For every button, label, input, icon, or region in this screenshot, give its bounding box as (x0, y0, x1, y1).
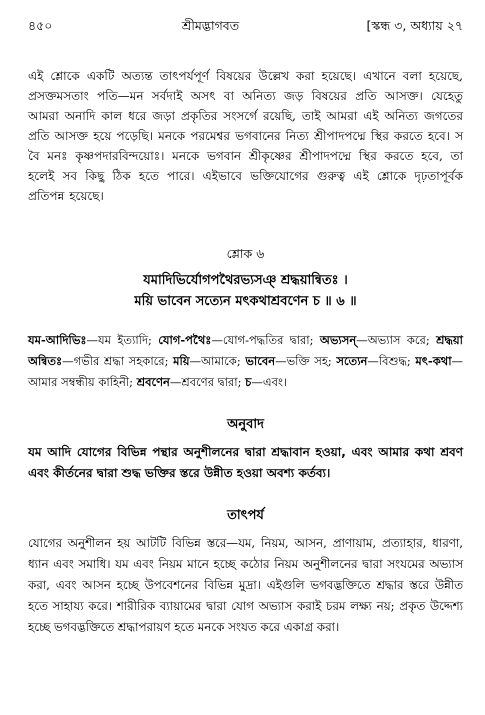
purport-heading: তাৎপর্য (227, 508, 264, 523)
synonym-meaning: যম ইত্যাদি; (98, 333, 152, 347)
purport-paragraph: যোগের অনুশীলন হয় আটটি বিভিন্ন স্তরে—যম, নিয়ম, আসন, প্রাণায়াম, প্রত্যাহার, ধারণা, ধ্যান এবং সমাধি। যম এবং নিয়ম মানে হচ্ছে কঠোর নিয়ম অনুশীলনের দ্বারা সংযমের অভ্যাস করা, এবং আসন হচ্ছে উপবেশনের বিভিন্ন মুদ্রা। এইগুলি ভগবদ্ভক্তিতে শ্রদ্ধার স্তরে উন্নীত হতে সাহায্য করে। শারীরিক ব্যায়ামের দ্বারা যোগ অভ্যাস করাই চরম লক্ষ্য নয়; প্রকৃত উদ্দেশ্য হচ্ছে ভগবদ্ভক্তিতে শ্রদ্ধাপরায়ণ হতে মনকে সংযত করে একাগ্র করা। (28, 536, 463, 634)
translation-text: যম আদি যোগের বিভিন্ন পন্থার অনুশীলনের দ্বারা শ্রদ্ধাবান হওয়া, এবং আমার কথা শ্রবণ এবং কীর্তনের দ্বারা শুদ্ধ ভক্তির স্তরে উন্নীত হওয়া অবশ্য কর্তব্য। (28, 445, 463, 480)
word-meanings: যম-আদিভিঃ—যম ইত্যাদি; যোগ-পথৈঃ—যোগ-পদ্ধতির দ্বারা; অভ্যসন্—অভ্যাস করে; শ্রদ্ধয়া অন্বিতঃ—গভীর শ্রদ্ধা সহকারে; ময়ি—আমাকে; ভাবেন—ভক্তি সহ; সত্যেন—বিশুদ্ধ; মৎ-কথা—আমার সম্বন্ধীয় কাহিনী; শ্রবণেন—শ্রবণের দ্বারা; চ—এবং। (28, 333, 464, 389)
synonym-meaning: ভক্তি সহ; (286, 354, 332, 368)
synonym-word: যম-আদিভিঃ (28, 333, 87, 347)
synonym-meaning: আমার সম্বন্ধীয় কাহিনী; (28, 375, 134, 389)
book-title: শ্রীমদ্ভাগবত (181, 18, 240, 33)
synonym-meaning: যোগ-পদ্ধতির দ্বারা; (222, 333, 314, 347)
synonym-word: মৎ-কথা (415, 354, 452, 368)
synonym-meaning: আমাকে; (201, 354, 241, 368)
synonym-word: অভ্যসন্ (319, 333, 357, 347)
synonym-word: শ্রদ্ধয়া অন্বিতঃ (28, 333, 463, 368)
synonym-meaning: শ্রবণের দ্বারা; (181, 375, 242, 389)
synonym-word: চ (245, 375, 252, 389)
synonym-meaning: এবং। (262, 375, 288, 389)
synonym-word: ভাবেন (245, 354, 276, 368)
synonym-meaning: অভ্যাস করে; (367, 333, 430, 347)
synonym-meaning: গভীর শ্রদ্ধা সহকারে; (73, 354, 169, 368)
verse-line-2: ময়ি ভাবেন সত্যেন মৎকথাশ্রবণেন চ ॥ ৬ ॥ (134, 294, 357, 309)
verse-line-1: যমাদিভির্যোগপথৈরভ্যসঞ্ শ্রদ্ধয়ান্বিতঃ । (143, 273, 348, 288)
verse-heading: শ্লোক ৬ (226, 246, 265, 261)
synonym-meaning: বিশুদ্ধ; (378, 354, 411, 368)
chapter-reference: [স্কন্ধ ৩, অধ্যায় ২৭ (366, 18, 463, 33)
purport-continued-paragraph: এই শ্লোকে একটি অত্যন্ত তাৎপর্যপূর্ণ বিষয়ের উল্লেখ করা হয়েছে। এখানে বলা হয়েছে, প্রসক্তমসতাং পতি—মন সর্বদাই অসৎ বা অনিত্য জড় বিষয়ের প্রতি আসক্ত। যেহেতু আমরা অনাদি কাল ধরে জড়া প্রকৃতির সংসর্গে রয়েছি, তাই আমরা এই অনিত্য জগতের প্রতি আসক্ত হয়ে পড়েছি। মনকে পরমেশ্বর ভগবানের নিত্য শ্রীপাদপদ্মে স্থির করতে হবে। স বৈ মনঃ কৃষ্ণপদারবিন্দয়োঃ। মনকে ভগবান শ্রীকৃষ্ণের শ্রীপাদপদ্মে স্থির করতে হবে, তা হলেই সব কিছু ঠিক হতে পারে। এইভাবে ভক্তিযোগের গুরুত্ব এই শ্লোকে দৃঢ়তাপূর্বক প্রতিপন্ন হয়েছে। (28, 69, 464, 203)
synonym-word: ময়ি (173, 354, 190, 368)
synonym-word: যোগ-পথৈঃ (158, 333, 212, 347)
synonym-word: সত্যেন (336, 354, 368, 368)
translation-heading: অনুবাদ (227, 417, 264, 432)
synonym-word: শ্রবণেন (136, 375, 170, 389)
page-header (28, 18, 463, 40)
page-number: ৪৫০ (28, 18, 53, 33)
